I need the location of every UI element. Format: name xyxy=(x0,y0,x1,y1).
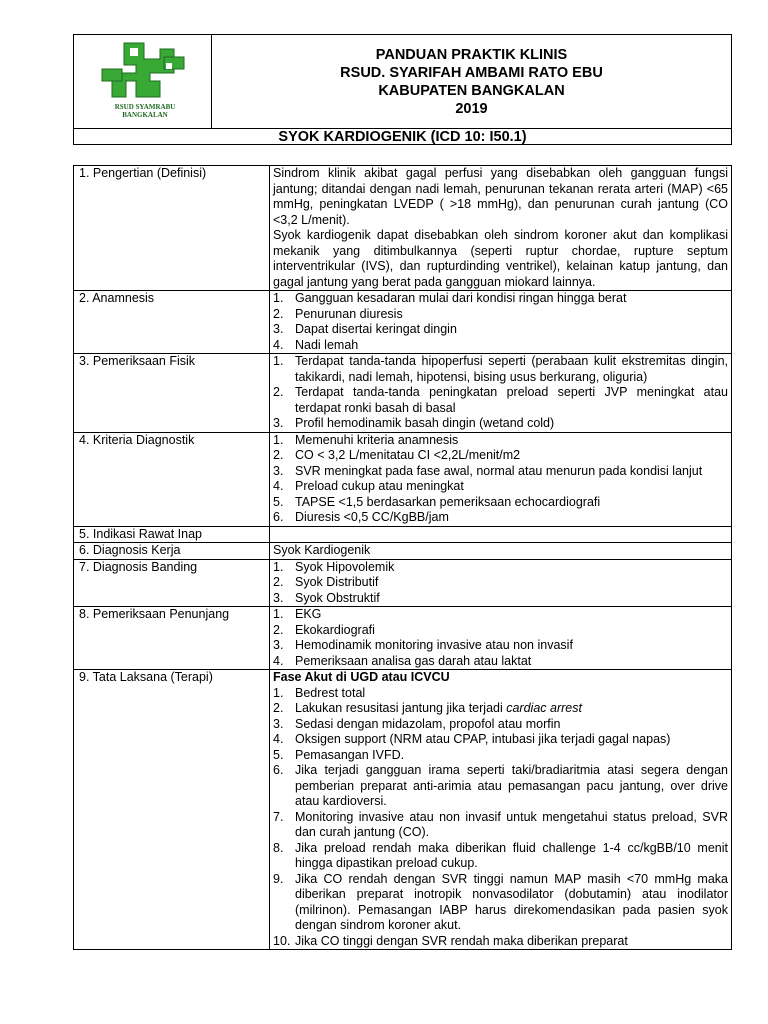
list-item: 4. Oksigen support (NRM atau CPAP, intubasi jika terjadi gagal napas) xyxy=(273,732,671,746)
list-item: 6. Diuresis <0,5 CC/KgBB/jam xyxy=(273,510,449,524)
row-label-tata-laksana: 9. Tata Laksana (Terapi) xyxy=(74,670,270,950)
title-line-1: PANDUAN PRAKTIK KLINIS xyxy=(375,46,568,63)
logo-cell xyxy=(74,35,212,128)
row-label-diagnosis-kerja: 6. Diagnosis Kerja xyxy=(74,543,270,560)
list-item: 1. Gangguan kesadaran mulai dari kondisi ringan hingga berat xyxy=(273,291,627,305)
list-item: 2. CO < 3,2 L/menitatau CI <2,2L/menit/m2 xyxy=(273,448,521,462)
table-row xyxy=(74,526,732,543)
table-row xyxy=(74,291,732,354)
list-item: 1. Memenuhi kriteria anamnesis xyxy=(273,432,459,447)
list-item: 2. Lakukan resusitasi jantung jika terjadi cardiac arrest xyxy=(273,701,582,715)
list-item: 4. Preload cukup atau meningkat xyxy=(273,479,464,493)
row-label-diagnosis-banding: 7. Diagnosis Banding xyxy=(74,559,270,607)
list-item: 2. Ekokardiografi xyxy=(273,622,375,637)
list-item: 6. Jika terjadi gangguan irama seperti taki/bradiaritmia atasi segera dengan pemberian preparat anti-arimia atau pemasangan pacu jantung, over drive atau kardioversi. xyxy=(273,763,728,808)
list-item: 5. Pemasangan IVFD. xyxy=(273,747,405,762)
row-content-diagnosis-kerja: Syok Kardiogenik xyxy=(270,543,732,560)
list-item: 3. Profil hemodinamik basah dingin (wetand cold) xyxy=(273,416,555,430)
clinical-guideline-table xyxy=(73,165,732,950)
table-row xyxy=(74,354,732,433)
definition-paragraph-2: Syok kardiogenik dapat disebabkan oleh sindrom koroner akut dan komplikasi mekanik yang ditimbulkannya (seperti ruptur chordae, rupture septum interventrikular (IVS), dan rupturdinding ventrikel), kelainan katup jantung, dan gagal jantung yang berat pada gangguan miokard lainnya. xyxy=(273,228,728,289)
list-item: 3. Dapat disertai keringat dingin xyxy=(273,322,457,336)
table-row xyxy=(74,670,732,950)
list-item: 3. Sedasi dengan midazolam, propofol atau morfin xyxy=(273,716,561,731)
list-item: 3. SVR meningkat pada fase awal, normal atau menurun pada kondisi lanjut xyxy=(273,463,703,478)
row-content-tata-laksana xyxy=(270,670,732,950)
list-item: 7. Monitoring invasive atau non invasif untuk mengetahui status preload, SVR dan curah jantung (CO). xyxy=(273,809,728,839)
row-content-diagnosis-banding xyxy=(270,559,732,607)
logo-caption-line1: RSUD SYAMRABU xyxy=(114,103,176,111)
document-subtitle: SYOK KARDIOGENIK (ICD 10: I50.1) xyxy=(74,128,731,144)
title-line-3: KABUPATEN BANGKALAN xyxy=(378,82,565,99)
row-content-fisik xyxy=(270,354,732,433)
list-item: 8. Jika preload rendah maka diberikan fluid challenge 1-4 cc/kgBB/10 menit hingga dipastikan preload cukup. xyxy=(273,840,728,870)
list-item: 2. Penurunan diuresis xyxy=(273,306,403,321)
list-item: 2. Terdapat tanda-tanda peningkatan preload seperti JVP meningkat atau terdapat ronki basah di basal xyxy=(273,385,728,415)
list-item: 5. TAPSE <1,5 berdasarkan pemeriksaan echocardiografi xyxy=(273,494,601,509)
row-content-kriteria xyxy=(270,432,732,526)
table-row xyxy=(74,607,732,670)
row-content-rawat-inap xyxy=(270,526,732,543)
table-row xyxy=(74,543,732,560)
row-label-anamnesis: 2. Anamnesis xyxy=(74,291,270,354)
list-item: 10. Jika CO tinggi dengan SVR rendah maka diberikan preparat xyxy=(273,933,628,948)
list-item: 1. EKG xyxy=(273,607,322,621)
table-row xyxy=(74,559,732,607)
list-item: 2. Syok Distributif xyxy=(273,575,379,589)
row-content-anamnesis xyxy=(270,291,732,354)
list-item: 1. Terdapat tanda-tanda hipoperfusi seperti (perabaan kulit ekstremitas dingin, takikardi, nadi lemah, hipotensi, bising usus berkurang, oliguria) xyxy=(273,354,728,384)
row-label-penunjang: 8. Pemeriksaan Penunjang xyxy=(74,607,270,670)
title-cell xyxy=(212,35,731,128)
document-header xyxy=(73,34,732,145)
table-row xyxy=(74,432,732,526)
logo-caption-line2: BANGKALAN xyxy=(122,111,168,119)
row-label-pengertian: 1. Pengertian (Definisi) xyxy=(74,166,270,291)
row-label-kriteria: 4. Kriteria Diagnostik xyxy=(74,432,270,526)
row-label-rawat-inap: 5. Indikasi Rawat Inap xyxy=(74,526,270,543)
table-row xyxy=(74,166,732,291)
row-label-fisik: 3. Pemeriksaan Fisik xyxy=(74,354,270,433)
list-item: 9. Jika CO rendah dengan SVR tinggi namun MAP masih <70 mmHg maka diberikan preparat inotropik nonvasodilator (dobutamin) atau inodilator (milrinon). Pemasangan IABP harus direkomendasikan pada pasien syok dengan sindrom koroner akut. xyxy=(273,871,728,932)
list-item: 4. Nadi lemah xyxy=(273,337,359,352)
title-line-4: 2019 xyxy=(455,100,488,117)
title-line-2: RSUD. SYARIFAH AMBAMI RATO EBU xyxy=(340,64,603,81)
therapy-phase-heading: Fase Akut di UGD atau ICVCU xyxy=(273,670,450,684)
list-item: 1. Bedrest total xyxy=(273,685,366,700)
list-item: 3. Hemodinamik monitoring invasive atau non invasif xyxy=(273,638,573,652)
list-item: 3. Syok Obstruktif xyxy=(273,590,380,605)
row-content-pengertian xyxy=(270,166,732,291)
row-content-penunjang xyxy=(270,607,732,670)
list-item: 4. Pemeriksaan analisa gas darah atau laktat xyxy=(273,653,532,668)
definition-paragraph-1: Sindrom klinik akibat gagal perfusi yang disebabkan oleh gangguan fungsi jantung; ditandai dengan nadi lemah, penurunan tekanan rerata arteri (MAP) <65 mmHg, peningkatan LVEDP ( >18 mmHg), dan penurunan curah jantung (CO <3,2 L/menit). xyxy=(273,166,728,227)
list-item: 1. Syok Hipovolemik xyxy=(273,559,395,574)
